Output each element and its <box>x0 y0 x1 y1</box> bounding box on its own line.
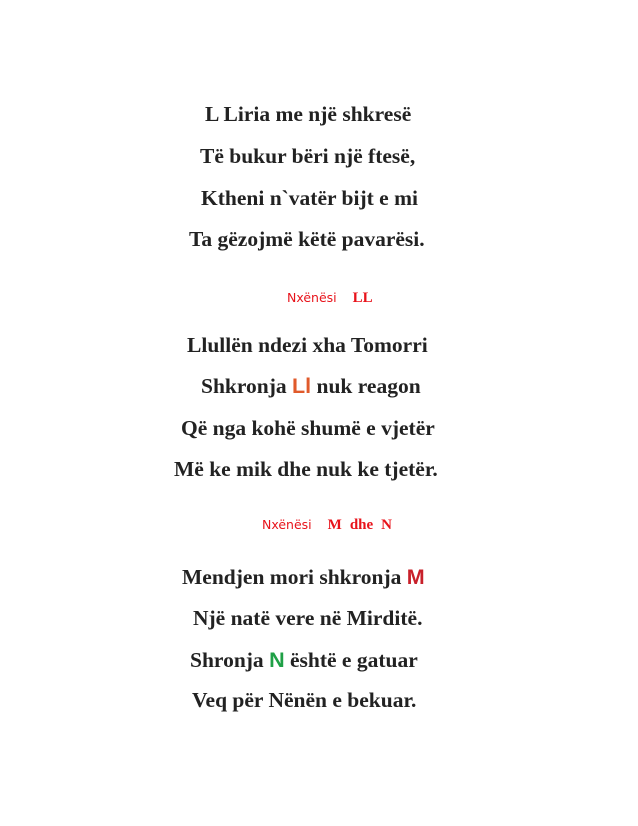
stanza2-line4: Më ke mik dhe nuk ke tjetër. <box>174 457 438 481</box>
stanza1-line4: Ta gëzojmë këtë pavarësi. <box>189 227 425 251</box>
stanza2-line2-suffix: nuk reagon <box>316 374 421 398</box>
stanza3-line3 <box>190 650 418 672</box>
stanza1-line2: Të bukur bëri një ftesë, <box>200 144 416 168</box>
student-label-ll <box>287 290 373 306</box>
stanza1-line3: Ktheni n`vatër bijt e mi <box>201 186 418 210</box>
letter-n-highlight: N <box>269 648 285 672</box>
stanza1-line1: L Liria me një shkresë <box>205 102 412 126</box>
letters-ll: LL <box>352 290 373 306</box>
letter-m-label: M <box>327 517 342 533</box>
letter-ll-highlight: Ll <box>292 374 312 398</box>
letter-n-label: N <box>381 517 393 533</box>
letter-m-highlight: M <box>406 565 425 589</box>
stanza3-line3-suffix: është e gatuar <box>289 648 418 672</box>
stanza2-line3: Që nga kohë shumë e vjetër <box>181 416 435 440</box>
student-label-m-n <box>262 517 392 533</box>
stanza3-line1-prefix: Mendjen mori shkronja <box>182 565 402 589</box>
stanza3-line1 <box>182 567 425 589</box>
conj-dhe: dhe <box>349 517 374 533</box>
student-word: Nxënësi <box>287 290 337 305</box>
stanza2-line1: Llullën ndezi xha Tomorri <box>187 333 428 357</box>
student-word-2: Nxënësi <box>262 517 312 532</box>
stanza3-line2: Një natë vere në Mirditë. <box>193 606 423 630</box>
stanza3-line3-prefix: Shronja <box>190 648 264 672</box>
stanza2-line2 <box>201 376 421 398</box>
stanza3-line4: Veq për Nënën e bekuar. <box>192 688 417 712</box>
stanza2-line2-prefix: Shkronja <box>201 374 287 398</box>
